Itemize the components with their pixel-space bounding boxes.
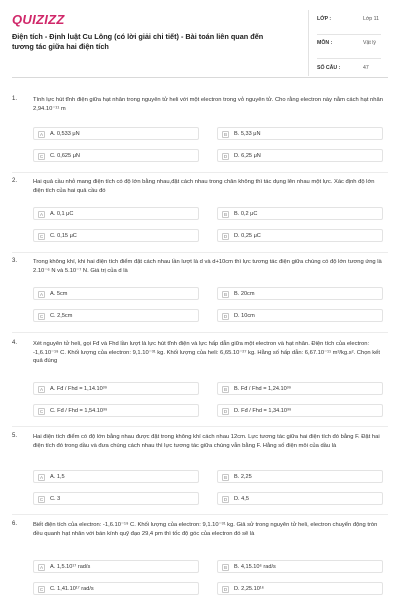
- question-text: Trong không khí, khi hai điện tích điểm đặt cách nhau lần lượt là d và d+10cm thì lực tương tác điện giữa chúng có độ lớn tương ứng là 2.10⁻⁶ N và 5.10⁻⁷ N. Giá trị của d là: [33, 259, 382, 274]
- option-text: C. 1,41.10¹⁷ rad/s: [50, 585, 94, 592]
- option-text: D. Fđ / Fhd = 1,34.10³⁹: [234, 407, 292, 414]
- answer-option-b[interactable]: [217, 470, 383, 483]
- question-number: 4.: [12, 340, 18, 346]
- option-key: D: [223, 313, 228, 319]
- answer-option-c[interactable]: [33, 582, 199, 595]
- answer-option-d[interactable]: [217, 582, 383, 595]
- option-key: D: [223, 586, 228, 592]
- question-divider: [12, 332, 388, 333]
- question-number: 2.: [12, 178, 18, 184]
- option-key: A: [39, 474, 44, 480]
- answer-option-d[interactable]: [217, 149, 383, 162]
- answer-option-d[interactable]: [217, 309, 383, 322]
- answer-option-b[interactable]: [217, 207, 383, 220]
- answer-option-d[interactable]: [217, 229, 383, 242]
- option-text: C. 2,5cm: [50, 312, 73, 319]
- option-text: A. 0,1 μC: [50, 210, 74, 217]
- option-text: D. 10cm: [234, 312, 255, 319]
- option-text: C. 0,15 μC: [50, 232, 77, 239]
- option-key: C: [39, 496, 44, 502]
- option-text: D. 2,25.10¹⁶: [234, 585, 264, 592]
- option-text: B. 20cm: [234, 290, 255, 297]
- option-text: A. 0,533 μN: [50, 130, 80, 137]
- option-key: D: [223, 408, 228, 414]
- option-text: A. 5cm: [50, 290, 68, 297]
- worksheet-header: [12, 10, 388, 78]
- option-key: A: [39, 211, 44, 217]
- answer-option-c[interactable]: [33, 309, 199, 322]
- option-key: C: [39, 586, 44, 592]
- answer-option-c[interactable]: [33, 229, 199, 242]
- question-number: 3.: [12, 258, 18, 264]
- meta-divider: [317, 34, 381, 35]
- option-key: B: [223, 564, 228, 570]
- option-key: C: [39, 313, 44, 319]
- meta-class-value: Lớp 11: [363, 16, 379, 22]
- option-text: C. Fđ / Fhd = 1,54.10³⁹: [50, 407, 108, 414]
- option-key: D: [223, 153, 228, 159]
- option-text: A. 1,5: [50, 473, 65, 480]
- question-number: 1.: [12, 96, 18, 102]
- question-divider: [12, 252, 388, 253]
- answer-option-d[interactable]: [217, 492, 383, 505]
- option-text: B. Fđ / Fhd = 1,24.10³⁹: [234, 385, 291, 392]
- answer-option-b[interactable]: [217, 382, 383, 395]
- question-divider: [12, 426, 388, 427]
- option-key: C: [39, 408, 44, 414]
- option-text: B. 4,15.10⁶ rad/s: [234, 563, 276, 570]
- answer-option-a[interactable]: [33, 470, 199, 483]
- question-text: Hai quả cầu nhỏ mang điện tích có độ lớn bằng nhau,đặt cách nhau trong chân không thì tác dụng lên nhau một lực. Xác định độ lớn điện tích của hai quả cầu đó: [33, 179, 375, 194]
- option-key: C: [39, 233, 44, 239]
- question-text: Xét nguyên tử heli, gọi Fđ và Fhd lần lượt là lực hút tĩnh điện và lực hấp dẫn giữa một electron và hạt nhân. Điện tích của electron: -1,6.10⁻¹⁹ C. Khối lượng của electron: 9,1.10⁻³¹ kg. Khối lượng của heli: 6,65.10⁻²⁷ kg. Hằng số hấp dẫn: 6,67.10⁻¹¹ m³/kg.s². Chọn kết quả đúng: [33, 341, 381, 365]
- option-key: B: [223, 211, 228, 217]
- meta-divider: [317, 58, 381, 59]
- meta-subject-label: MÔN :: [317, 40, 333, 46]
- option-key: A: [39, 564, 44, 570]
- answer-option-b[interactable]: [217, 127, 383, 140]
- answer-option-a[interactable]: [33, 127, 199, 140]
- option-key: A: [39, 131, 44, 137]
- question-divider: [12, 172, 388, 173]
- question-text: Tính lực hút tĩnh điện giữa hạt nhân trong nguyên tử heli với một electron trong vỏ nguyên tử. Cho rằng electron này nằm cách hạt nhân 2,94.10⁻¹¹ m: [33, 97, 383, 112]
- answer-option-c[interactable]: [33, 492, 199, 505]
- question-divider: [12, 514, 388, 515]
- answer-option-c[interactable]: [33, 149, 199, 162]
- option-text: D. 4,5: [234, 495, 249, 502]
- question-text: Biết điện tích của electron: -1,6.10⁻¹⁹ C. Khối lượng của electron: 9,1.10⁻³¹ kg. Giả sử trong nguyên tử heli, electron chuyển động tròn đều quanh hạt nhân với bán kính quỹ đạo 29,4 pm thì tốc độ góc của electron đó sẽ là: [33, 522, 378, 537]
- question-number: 5.: [12, 433, 18, 439]
- option-text: D. 0,25 μC: [234, 232, 261, 239]
- option-key: B: [223, 386, 228, 392]
- meta-class-label: LỚP :: [317, 16, 332, 22]
- option-key: A: [39, 291, 44, 297]
- option-text: D. 6,25 μN: [234, 152, 261, 159]
- meta-subject-value: Vật lý: [363, 40, 376, 46]
- option-text: A. Fđ / Fhd = 1,14.10³⁹: [50, 385, 107, 392]
- option-key: D: [223, 233, 228, 239]
- answer-option-d[interactable]: [217, 404, 383, 417]
- meta-panel: [308, 10, 388, 76]
- question-number: 6.: [12, 521, 18, 527]
- option-key: D: [223, 496, 228, 502]
- answer-option-a[interactable]: [33, 207, 199, 220]
- option-text: C. 0,625 μN: [50, 152, 80, 159]
- option-text: C. 3: [50, 495, 61, 502]
- page-title: Điện tích - Định luật Cu Lông (có lời giải chi tiết) - Bài toán liên quan đến tương tác giữa hai điện tích: [12, 32, 264, 51]
- option-key: A: [39, 386, 44, 392]
- answer-option-a[interactable]: [33, 382, 199, 395]
- meta-count-label: SỐ CÂU :: [317, 65, 341, 71]
- meta-count-value: 47: [363, 65, 369, 71]
- answer-option-a[interactable]: [33, 560, 199, 573]
- option-text: B. 5,33 μN: [234, 130, 261, 137]
- quizizz-logo[interactable]: QUIZIZZ: [12, 12, 65, 27]
- option-key: B: [223, 291, 228, 297]
- option-text: B. 2,25: [234, 473, 252, 480]
- answer-option-c[interactable]: [33, 404, 199, 417]
- option-text: B. 0,2 μC: [234, 210, 258, 217]
- option-key: C: [39, 153, 44, 159]
- answer-option-a[interactable]: [33, 287, 199, 300]
- answer-option-b[interactable]: [217, 560, 383, 573]
- option-text: A. 1,5.10¹⁷ rad/s: [50, 563, 91, 570]
- question-text: Hai điện tích điểm có độ lớn bằng nhau được đặt trong không khí cách nhau 12cm. Lực tương tác giữa hai điện tích đó bằng F. Đặt hai điện tích đó trong dầu và đưa chúng cách nhau thì lực tương tác giữa chúng vẫn bằng F. Hằng số điện môi của dầu là: [33, 434, 380, 449]
- option-key: B: [223, 474, 228, 480]
- option-key: B: [223, 131, 228, 137]
- answer-option-b[interactable]: [217, 287, 383, 300]
